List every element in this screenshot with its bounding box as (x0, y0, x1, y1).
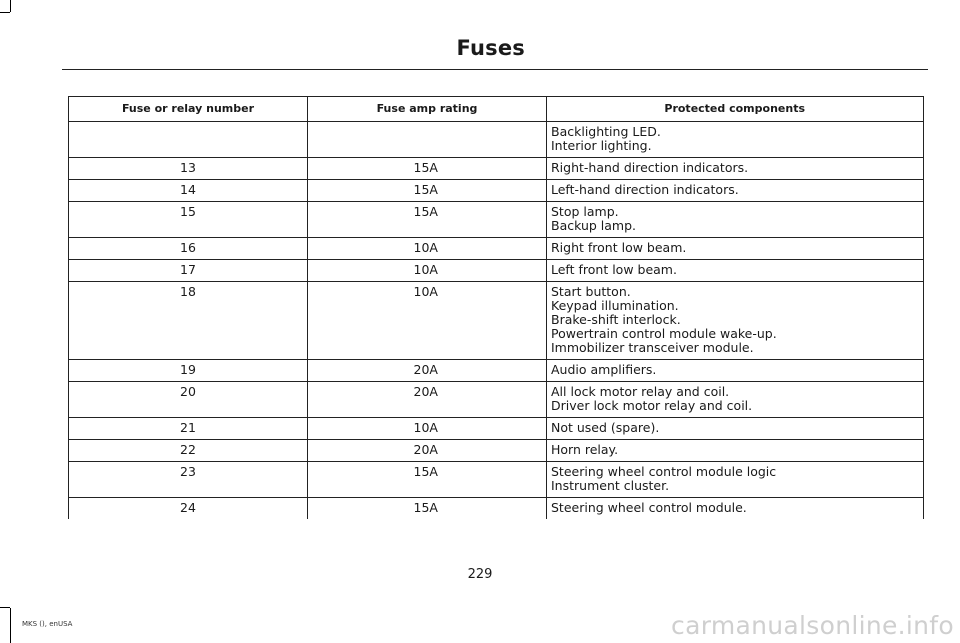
protected-component: Steering wheel control module logic (551, 464, 777, 479)
protected-components-cell (547, 462, 924, 498)
table-row (69, 440, 924, 462)
protected-component: Right-hand direction indicators. (551, 160, 749, 175)
column-header-protected-components: Protected components (547, 97, 924, 122)
protected-component: Left-hand direction indicators. (551, 182, 739, 197)
amp-rating-cell: 10A (308, 238, 547, 260)
crop-mark-top-left-v (10, 0, 11, 12)
protected-component: Start button. (551, 284, 631, 299)
column-header-fuse-number: Fuse or relay number (69, 97, 308, 122)
protected-component: Left front low beam. (551, 262, 677, 277)
protected-component: Instrument cluster. (551, 478, 670, 493)
fuse-number-cell: 21 (69, 418, 308, 440)
protected-component: Backup lamp. (551, 218, 637, 233)
amp-rating-cell: 15A (308, 462, 547, 498)
fuse-number-cell: 15 (69, 202, 308, 238)
protected-component: Not used (spare). (551, 420, 660, 435)
table-row (69, 202, 924, 238)
fuse-number-cell: 19 (69, 360, 308, 382)
protected-component: Backlighting LED. (551, 124, 661, 139)
fuse-number-cell: 24 (69, 498, 308, 520)
table-row (69, 382, 924, 418)
amp-rating-cell (308, 122, 547, 158)
protected-components-cell (547, 440, 924, 462)
table-row (69, 498, 924, 520)
protected-components-cell (547, 122, 924, 158)
table-header-row (69, 97, 924, 122)
amp-rating-cell: 15A (308, 498, 547, 520)
table-row (69, 158, 924, 180)
fuse-number-cell: 20 (69, 382, 308, 418)
protected-component: Interior lighting. (551, 138, 652, 153)
amp-rating-cell: 20A (308, 440, 547, 462)
protected-component: Keypad illumination. (551, 298, 679, 313)
protected-component: Immobilizer transceiver module. (551, 340, 754, 355)
amp-rating-cell: 15A (308, 158, 547, 180)
page-number: 229 (467, 567, 493, 582)
protected-components-cell (547, 180, 924, 202)
protected-components-cell (547, 498, 924, 520)
table-row (69, 282, 924, 360)
watermark: carmanualsonline.info (671, 611, 954, 640)
protected-components-cell (547, 360, 924, 382)
fuse-table-body (69, 122, 924, 520)
protected-component: Driver lock motor relay and coil. (551, 398, 753, 413)
protected-components-cell (547, 202, 924, 238)
protected-component: Brake-shift interlock. (551, 312, 681, 327)
protected-component: Horn relay. (551, 442, 619, 457)
page-title: Fuses (456, 36, 525, 60)
crop-mark-top-left-h (0, 12, 10, 13)
column-header-amp-rating: Fuse amp rating (308, 97, 547, 122)
protected-components-cell (547, 238, 924, 260)
table-row (69, 462, 924, 498)
amp-rating-cell: 15A (308, 202, 547, 238)
protected-component: All lock motor relay and coil. (551, 384, 730, 399)
title-rule (62, 69, 928, 70)
fuse-number-cell (69, 122, 308, 158)
protected-components-cell (547, 382, 924, 418)
amp-rating-cell: 10A (308, 418, 547, 440)
amp-rating-cell: 20A (308, 382, 547, 418)
fuse-number-cell: 14 (69, 180, 308, 202)
amp-rating-cell: 10A (308, 260, 547, 282)
fuse-table (68, 96, 924, 519)
table-row (69, 260, 924, 282)
table-row (69, 418, 924, 440)
fuse-number-cell: 13 (69, 158, 308, 180)
protected-components-cell (547, 418, 924, 440)
fuse-number-cell: 22 (69, 440, 308, 462)
protected-components-cell (547, 282, 924, 360)
protected-component: Right front low beam. (551, 240, 687, 255)
amp-rating-cell: 20A (308, 360, 547, 382)
crop-mark-bottom-left-v (10, 608, 11, 643)
protected-component: Powertrain control module wake-up. (551, 326, 777, 341)
fuse-number-cell: 23 (69, 462, 308, 498)
amp-rating-cell: 10A (308, 282, 547, 360)
table-row (69, 360, 924, 382)
protected-components-cell (547, 158, 924, 180)
protected-component: Stop lamp. (551, 204, 619, 219)
table-row (69, 238, 924, 260)
protected-component: Audio amplifiers. (551, 362, 657, 377)
document-id: MKS (), enUSA (22, 620, 73, 628)
protected-component: Steering wheel control module. (551, 500, 747, 515)
table-row (69, 122, 924, 158)
protected-components-cell (547, 260, 924, 282)
fuse-number-cell: 18 (69, 282, 308, 360)
table-row (69, 180, 924, 202)
crop-mark-bottom-left-h (0, 607, 10, 608)
fuse-number-cell: 16 (69, 238, 308, 260)
fuse-number-cell: 17 (69, 260, 308, 282)
amp-rating-cell: 15A (308, 180, 547, 202)
